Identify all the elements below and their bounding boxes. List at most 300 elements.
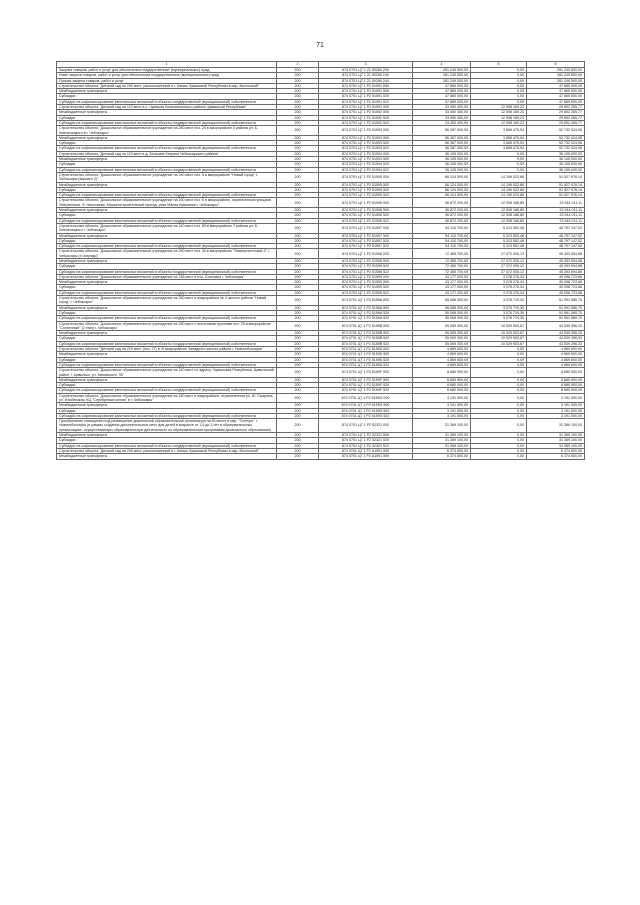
row-code-cell: 200 [277, 94, 319, 99]
row-code-cell: 200 [277, 347, 319, 352]
row-change-amount-cell: 0,00 [471, 352, 527, 357]
row-classification-cell: 874 0701 Ц7 1 P2 5159A 522 [319, 316, 413, 321]
row-approved-amount-cell: 55 068 300,00 [413, 296, 471, 306]
row-name-cell: Субсидии [57, 264, 277, 269]
row-approved-amount-cell: 56 387 500,00 [413, 135, 471, 140]
row-approved-amount-cell: 4 869 600,00 [413, 352, 471, 357]
row-code-cell: 200 [277, 290, 319, 295]
row-classification-cell: 874 0701 Ц7 1 P2 51595 520 [319, 187, 413, 192]
row-classification-cell: 874 0701 Ц7 1 P2 51595 500 [319, 182, 413, 187]
row-classification-cell: 874 0701 Ц7 1 P2 52321 000 [319, 419, 413, 433]
row-classification-cell: 874 0701 Ц7 1 P2 51596 000 [319, 198, 413, 208]
row-change-amount-cell: 0,05 [471, 89, 527, 94]
row-approved-amount-cell: 36 872 200,00 [413, 218, 471, 223]
row-code-cell: 200 [277, 238, 319, 243]
row-total-amount-cell: 36 105 000,00 [527, 167, 585, 172]
row-approved-amount-cell: 36 105 000,00 [413, 162, 471, 167]
row-change-amount-cell: 0,05 [471, 362, 527, 367]
row-code-cell: 200 [277, 438, 319, 443]
row-code-cell: 200 [277, 172, 319, 182]
row-code-cell: 200 [277, 198, 319, 208]
row-name-cell: Субсидии [57, 141, 277, 146]
row-total-amount-cell: 51 991 580,70 [527, 316, 585, 321]
row-classification-cell: 874 0701 Ц7 1 P2 51591 000 [319, 83, 413, 88]
row-total-amount-cell: 44 539 396,33 [527, 336, 585, 341]
row-approved-amount-cell: 56 387 500,00 [413, 146, 471, 151]
column-header: 2 [277, 62, 319, 68]
row-total-amount-cell: 4 869 600,00 [527, 347, 585, 352]
row-classification-cell: 874 0701 Ц7 1 P2 51591 520 [319, 94, 413, 99]
row-classification-cell: 874 0701 Ц7 1 P2 51594 000 [319, 151, 413, 156]
row-name-cell: Межбюджетные трансферты [57, 110, 277, 115]
row-classification-cell: 874 0701 Ц7 1 P2 51595 522 [319, 193, 413, 198]
row-code-cell: 200 [277, 274, 319, 279]
row-approved-amount-cell: 47 865 000,00 [413, 83, 471, 88]
row-change-amount-cell: 0,00 [471, 157, 527, 162]
row-change-amount-cell: 12 928 188,89 [471, 213, 527, 218]
row-name-cell: Закупка товаров, работ и услуг для обеспечения государственных (муниципальных) нужд [57, 68, 277, 73]
row-classification-cell: 874 0701 Ц7 1 P2 5159D 520 [319, 357, 413, 362]
row-approved-amount-cell: 31 369 100,00 [413, 433, 471, 438]
row-total-amount-cell: 48 797 147,52 [527, 244, 585, 249]
row-approved-amount-cell: 33 450 400,00 [413, 105, 471, 110]
row-name-cell: Субсидии [57, 187, 277, 192]
row-classification-cell: 874 0701 Ц7 1 P2 5159B 522 [319, 341, 413, 346]
budget-table [56, 61, 585, 460]
row-change-amount-cell: 12 598 169,23 [471, 105, 527, 110]
row-approved-amount-cell: 36 872 200,00 [413, 213, 471, 218]
row-name-cell: Иные закупки товаров, работ и услуг для обеспечения государственных (муниципальных) нужд [57, 73, 277, 78]
row-code-cell: 200 [277, 280, 319, 285]
row-change-amount-cell: 0,00 [471, 94, 527, 99]
row-change-amount-cell: 12 598 169,23 [471, 120, 527, 125]
row-name-cell: Субсидии на софинансирование капитальных вложений в объекты государственной (муниципальной) собственности [57, 362, 277, 367]
row-total-amount-cell: 52 732 024,06 [527, 141, 585, 146]
row-classification-cell: 874 0701 Ц7 1 P2 51591 522 [319, 99, 413, 104]
row-classification-cell: 874 0701 Ц7 1 P2 5159G 520 [319, 408, 413, 413]
row-code-cell: 200 [277, 167, 319, 172]
row-classification-cell: 874 0701 Ц7 1 P2 51599 500 [319, 280, 413, 285]
row-name-cell: Строительство объекта "Дошкольное образовательное учреждение на 160 мест в микрорайоне, ограниченном ул. Ю. Гагарина, ул. Ильбекская, КЦ "Серебряные ключи" в г. Чебоксары" [57, 393, 277, 403]
row-approved-amount-cell: 33 450 400,00 [413, 115, 471, 120]
table-row [57, 296, 585, 306]
row-total-amount-cell: 31 369 100,00 [527, 443, 585, 448]
row-approved-amount-cell: 66 124 500,00 [413, 172, 471, 182]
row-classification-cell: 874 0701 Ц7 1 P2 5159G 000 [319, 393, 413, 403]
row-name-cell: Межбюджетные трансферты [57, 182, 277, 187]
row-approved-amount-cell: 55 068 300,00 [413, 316, 471, 321]
row-total-amount-cell: 3 191 500,00 [527, 393, 585, 403]
row-name-cell: Субсидии [57, 162, 277, 167]
row-total-amount-cell: 8 680 900,00 [527, 368, 585, 378]
row-classification-cell: 874 0701 Ц7 1 P2 5159B 000 [319, 321, 413, 331]
row-total-amount-cell: 6 374 800,00 [527, 454, 585, 459]
row-name-cell: Субсидии [57, 438, 277, 443]
row-code-cell: 200 [277, 321, 319, 331]
row-code-cell: 200 [277, 218, 319, 223]
row-code-cell: 200 [277, 233, 319, 238]
row-name-cell: Межбюджетные трансферты [57, 352, 277, 357]
row-change-amount-cell: 0,00 [471, 408, 527, 413]
column-header: 4 [413, 62, 471, 68]
row-total-amount-cell: 8 680 900,00 [527, 383, 585, 388]
row-classification-cell: 874 0701 Ц7 1 P2 51597 520 [319, 238, 413, 243]
row-name-cell: Межбюджетные трансферты [57, 454, 277, 459]
row-change-amount-cell: 0,00 [471, 438, 527, 443]
row-classification-cell: 874 0701 Ц7 1 P2 A1591 000 [319, 448, 413, 453]
row-name-cell: Межбюджетные трансферты [57, 135, 277, 140]
row-approved-amount-cell: 55 069 300,00 [413, 336, 471, 341]
row-classification-cell: 874 0701 Ц7 1 P2 5159F 000 [319, 368, 413, 378]
table-row [57, 321, 585, 331]
row-change-amount-cell: 0,00 [471, 393, 527, 403]
row-approved-amount-cell: 31 369 100,00 [413, 438, 471, 443]
row-approved-amount-cell: 43 177 000,00 [413, 285, 471, 290]
row-total-amount-cell: 3 191 500,00 [527, 408, 585, 413]
row-name-cell: Субсидии на софинансирование капитальных вложений в объекты государственной (муниципальной) собственности [57, 193, 277, 198]
table-row [57, 419, 585, 433]
row-classification-cell: 874 0701 Ц7 1 P2 51593 522 [319, 146, 413, 151]
row-classification-cell: 874 0701 Ц7 1 P2 51599 000 [319, 274, 413, 279]
row-change-amount-cell: 27 072 005,12 [471, 249, 527, 259]
row-classification-cell: 874 0701 Ц7 1 P2 52321 520 [319, 438, 413, 443]
row-classification-cell: 874 0701 Ц7 1 P2 51598 000 [319, 249, 413, 259]
row-classification-cell: 874 0701 Ц7 1 P2 51597 522 [319, 244, 413, 249]
row-classification-cell: 874 0701 Ц7 1 P2 51592 000 [319, 105, 413, 110]
row-classification-cell: 874 0701 Ц7 1 P2 51598 522 [319, 269, 413, 274]
row-change-amount-cell: 0,00 [471, 448, 527, 453]
row-name-cell: Субсидии [57, 94, 277, 99]
row-classification-cell: 874 0701 Ц7 1 P2 5159B 500 [319, 331, 413, 336]
row-approved-amount-cell: 6 374 800,00 [413, 448, 471, 453]
row-code-cell: 200 [277, 135, 319, 140]
row-total-amount-cell: 52 732 024,06 [527, 135, 585, 140]
row-total-amount-cell: 31 369 100,00 [527, 433, 585, 438]
row-change-amount-cell: 0,05 [471, 83, 527, 88]
row-change-amount-cell: 5 313 552,48 [471, 223, 527, 233]
row-classification-cell: 874 0701 Ц7 1 P2 5159D 000 [319, 347, 413, 352]
row-approved-amount-cell: 281 249 500,00 [413, 68, 471, 73]
row-approved-amount-cell: 3 191 500,00 [413, 408, 471, 413]
row-name-cell: Межбюджетные трансферты [57, 233, 277, 238]
row-approved-amount-cell: 4 869 600,00 [413, 357, 471, 362]
row-total-amount-cell: 23 944 011,11 [527, 198, 585, 208]
row-code-cell: 200 [277, 99, 319, 104]
row-code-cell: 200 [277, 249, 319, 259]
row-code-cell: 200 [277, 362, 319, 367]
row-change-amount-cell: 0,00 [471, 419, 527, 433]
row-code-cell: 200 [277, 264, 319, 269]
row-name-cell: Субсидии [57, 213, 277, 218]
row-change-amount-cell: 10 529 903,67 [471, 336, 527, 341]
row-change-amount-cell: 10 529 903,67 [471, 331, 527, 336]
row-code-cell: 200 [277, 68, 319, 73]
row-name-cell: Субсидии [57, 285, 277, 290]
row-classification-cell: 874 0701 Ц7 1 P2 5159D 522 [319, 362, 413, 367]
row-name-cell: Субсидии [57, 408, 277, 413]
row-code-cell: 200 [277, 182, 319, 187]
row-code-cell: 200 [277, 157, 319, 162]
row-change-amount-cell: 0,00 [471, 454, 527, 459]
row-total-amount-cell: 51 991 580,70 [527, 310, 585, 315]
row-change-amount-cell: 3 078 276,34 [471, 274, 527, 279]
row-name-cell: Субсидии [57, 238, 277, 243]
row-code-cell: 200 [277, 419, 319, 433]
table-row [57, 172, 585, 182]
row-approved-amount-cell: 8 680 900,00 [413, 377, 471, 382]
row-change-amount-cell: 0,05 [471, 99, 527, 104]
row-name-cell: Приобретение помещения под размещение дошкольной образовательной организации на 63 места в мкр. "Снегирь" г. Новочебоксарск (в рамках создания дополнительных мест для детей в возрасте от 1,5 до 3 лет в образовательных организациях, осуществляющих образовательную деятельность по образовательным программам дошкольного образования) [57, 419, 277, 433]
row-approved-amount-cell: 33 450 400,00 [413, 120, 471, 125]
row-approved-amount-cell: 55 068 300,00 [413, 305, 471, 310]
row-approved-amount-cell: 72 465 700,00 [413, 249, 471, 259]
row-change-amount-cell: 0,00 [471, 347, 527, 352]
row-classification-cell: 874 0701 Ц7 1 P2 5159A 500 [319, 305, 413, 310]
row-approved-amount-cell: 4 869 600,00 [413, 362, 471, 367]
row-name-cell: Субсидии на софинансирование капитальных вложений в объекты государственной (муниципальной) собственности [57, 218, 277, 223]
row-classification-cell: 874 0701 Ц7 1 P2 51592 522 [319, 120, 413, 125]
row-total-amount-cell: 4 869 600,00 [527, 362, 585, 367]
row-classification-cell: 874 0701 Ц7 1 P2 5159B 520 [319, 336, 413, 341]
row-name-cell: Межбюджетные трансферты [57, 377, 277, 382]
row-code-cell: 200 [277, 73, 319, 78]
column-header: 1 [57, 62, 277, 68]
row-code-cell: 200 [277, 110, 319, 115]
row-change-amount-cell: 0,00 [471, 151, 527, 156]
row-total-amount-cell: 40 098 723,66 [527, 285, 585, 290]
row-approved-amount-cell: 56 387 500,00 [413, 126, 471, 136]
row-total-amount-cell: 40 098 723,66 [527, 280, 585, 285]
row-name-cell: Субсидии на софинансирование капитальных вложений в объекты государственной (муниципальной) собственности [57, 120, 277, 125]
row-approved-amount-cell: 8 680 900,00 [413, 388, 471, 393]
row-classification-cell: 874 0701 Ц7 1 P2 51591 500 [319, 89, 413, 94]
row-change-amount-cell: 10 529 903,67 [471, 341, 527, 346]
row-code-cell: 200 [277, 413, 319, 418]
row-change-amount-cell: 3 076 719,30 [471, 296, 527, 306]
row-change-amount-cell: 27 072 005,12 [471, 258, 527, 263]
row-approved-amount-cell: 66 124 500,00 [413, 182, 471, 187]
row-approved-amount-cell: 72 465 700,00 [413, 258, 471, 263]
row-code-cell: 200 [277, 213, 319, 218]
row-change-amount-cell: 12 928 188,89 [471, 198, 527, 208]
row-change-amount-cell: 0,00 [471, 167, 527, 172]
row-code-cell: 200 [277, 115, 319, 120]
row-code-cell: 200 [277, 393, 319, 403]
row-total-amount-cell: 47 865 500,00 [527, 94, 585, 99]
row-total-amount-cell: 48 797 147,52 [527, 223, 585, 233]
row-classification-cell: 874 0701 Ц7 1 P2 5159F 522 [319, 388, 413, 393]
row-approved-amount-cell: 66 124 500,00 [413, 193, 471, 198]
row-change-amount-cell: 27 072 005,12 [471, 264, 527, 269]
row-total-amount-cell: 281 249 500,00 [527, 73, 585, 78]
row-name-cell: Межбюджетные трансферты [57, 157, 277, 162]
row-change-amount-cell: 0,00 [471, 73, 527, 78]
row-code-cell: 200 [277, 408, 319, 413]
row-code-cell: 200 [277, 310, 319, 315]
table-row [57, 368, 585, 378]
row-approved-amount-cell: 54 110 700,00 [413, 223, 471, 233]
row-code-cell: 200 [277, 208, 319, 213]
row-total-amount-cell: 40 098 723,66 [527, 274, 585, 279]
row-name-cell: Строительство объекта "Детский сад на 240 мест, расположенный в г. Канаш Чувашской Республики в мкр. Восточный" [57, 448, 277, 453]
row-change-amount-cell: 12 928 188,89 [471, 208, 527, 213]
row-total-amount-cell: 36 105 000,00 [527, 162, 585, 167]
row-total-amount-cell: 29 852 265,77 [527, 115, 585, 120]
row-name-cell: Строительство объекта "Детский сад на 110 мест в с. Чувашия Комсомольского района Чувашской Республики" [57, 105, 277, 110]
column-header: 3 [319, 62, 413, 68]
row-approved-amount-cell: 54 110 700,00 [413, 233, 471, 238]
row-classification-cell: 874 0701 Ц7 1 P2 5159D 500 [319, 352, 413, 357]
table-row [57, 223, 585, 233]
row-approved-amount-cell: 72 465 700,00 [413, 264, 471, 269]
table-row [57, 126, 585, 136]
row-classification-cell: 874 0701 Ц7 1 P2 51597 000 [319, 223, 413, 233]
row-approved-amount-cell: 47 865 000,00 [413, 99, 471, 104]
row-total-amount-cell: 51 927 976,14 [527, 182, 585, 187]
row-total-amount-cell: 45 393 694,88 [527, 258, 585, 263]
row-change-amount-cell: 3 078 276,34 [471, 280, 527, 285]
row-classification-cell: 874 0701 Ц7 1 P2 51596 520 [319, 213, 413, 218]
table-row [57, 393, 585, 403]
row-total-amount-cell: 44 539 396,33 [527, 331, 585, 336]
column-header: 5 [471, 62, 527, 68]
row-classification-cell: 874 0701 Ц7 1 P2 51598 520 [319, 264, 413, 269]
row-total-amount-cell: 23 944 011,11 [527, 213, 585, 218]
row-name-cell: Межбюджетные трансферты [57, 403, 277, 408]
row-approved-amount-cell: 56 387 500,00 [413, 141, 471, 146]
row-classification-cell: 874 0701 Ц7 1 P2 51594 500 [319, 157, 413, 162]
row-classification-cell: 874 0701 Ц7 1 P2 5159A 520 [319, 310, 413, 315]
row-change-amount-cell: 0,00 [471, 78, 527, 83]
row-approved-amount-cell: 31 369 100,00 [413, 419, 471, 433]
row-total-amount-cell: 51 927 976,14 [527, 172, 585, 182]
row-code-cell: 200 [277, 433, 319, 438]
row-approved-amount-cell: 31 369 100,00 [413, 443, 471, 448]
row-name-cell: Субсидии на софинансирование капитальных вложений в объекты государственной (муниципальной) собственности [57, 269, 277, 274]
row-classification-cell: 874 0701 Ц7 1 P2 51599 520 [319, 285, 413, 290]
row-classification-cell: 874 0701 Ц7 1 P2 51598 500 [319, 258, 413, 263]
row-approved-amount-cell: 54 110 700,00 [413, 238, 471, 243]
row-change-amount-cell: 0,00 [471, 377, 527, 382]
row-classification-cell: 874 0701 Ц7 1 P2 51592 520 [319, 115, 413, 120]
row-total-amount-cell: 4 869 600,00 [527, 352, 585, 357]
row-change-amount-cell: 14 196 523,86 [471, 193, 527, 198]
row-approved-amount-cell: 66 124 500,00 [413, 187, 471, 192]
row-total-amount-cell: 281 249 500,00 [527, 68, 585, 73]
row-classification-cell: 874 0701 Ц7 1 21 50280 240 [319, 73, 413, 78]
row-name-cell: Межбюджетные трансферты [57, 305, 277, 310]
row-code-cell: 200 [277, 105, 319, 110]
row-classification-cell: 874 0701 Ц7 1 P2 52321 522 [319, 443, 413, 448]
row-change-amount-cell: 12 598 169,23 [471, 115, 527, 120]
row-code-cell: 200 [277, 151, 319, 156]
row-total-amount-cell: 51 991 580,70 [527, 296, 585, 306]
row-code-cell: 200 [277, 258, 319, 263]
row-total-amount-cell: 51 991 580,70 [527, 305, 585, 310]
row-classification-cell: 874 0701 Ц7 1 P2 51599 522 [319, 290, 413, 295]
row-code-cell: 200 [277, 146, 319, 151]
row-code-cell: 200 [277, 126, 319, 136]
row-approved-amount-cell: 43 177 000,00 [413, 280, 471, 285]
row-total-amount-cell: 47 865 500,00 [527, 89, 585, 94]
row-approved-amount-cell: 47 865 000,00 [413, 94, 471, 99]
row-change-amount-cell: 10 529 903,67 [471, 321, 527, 331]
row-name-cell: Строительство объекта "Дошкольное образовательное учреждение на 156 мест в пос. Сосновка г. Чебоксары" [57, 274, 277, 279]
row-total-amount-cell: 31 369 100,00 [527, 438, 585, 443]
row-name-cell: Субсидии [57, 336, 277, 341]
row-name-cell: Субсидии на софинансирование капитальных вложений в объекты государственной (муниципальной) собственности [57, 244, 277, 249]
row-classification-cell: 874 0701 Ц7 1 21 50280 200 [319, 68, 413, 73]
row-name-cell: Субсидии [57, 357, 277, 362]
row-change-amount-cell: 3 076 719,30 [471, 310, 527, 315]
row-classification-cell: 874 0701 Ц7 1 P2 52321 500 [319, 433, 413, 438]
row-total-amount-cell: 48 797 147,52 [527, 233, 585, 238]
row-total-amount-cell: 40 098 723,66 [527, 290, 585, 295]
row-code-cell: 200 [277, 296, 319, 306]
row-change-amount-cell: 5 313 552,48 [471, 238, 527, 243]
row-classification-cell: 874 0701 Ц7 1 P2 51593 000 [319, 126, 413, 136]
page-number: 71 [316, 42, 324, 49]
row-code-cell: 200 [277, 403, 319, 408]
row-total-amount-cell: 51 927 976,14 [527, 193, 585, 198]
row-change-amount-cell: 3 665 475,94 [471, 141, 527, 146]
row-name-cell: Строительство объекта "Дошкольное образовательное учреждение на 240 мест поз. 25 в микрорайоне 5 района ул. Б. Хмельницкого в г. Чебоксары" [57, 126, 277, 136]
row-approved-amount-cell: 36 872 200,00 [413, 198, 471, 208]
row-classification-cell: 874 0701 Ц7 1 P2 5159G 500 [319, 403, 413, 408]
row-code-cell: 200 [277, 187, 319, 192]
row-approved-amount-cell: 55 069 300,00 [413, 331, 471, 336]
row-total-amount-cell: 52 732 024,06 [527, 126, 585, 136]
row-name-cell: Субсидии [57, 115, 277, 120]
row-total-amount-cell: 47 865 500,00 [527, 99, 585, 104]
row-total-amount-cell: 36 105 000,00 [527, 157, 585, 162]
row-total-amount-cell: 4 869 600,00 [527, 357, 585, 362]
row-approved-amount-cell: 8 680 900,00 [413, 383, 471, 388]
row-name-cell: Субсидии на софинансирование капитальных вложений в объекты государственной (муниципальной) собственности [57, 341, 277, 346]
row-name-cell: Межбюджетные трансферты [57, 280, 277, 285]
row-change-amount-cell: 0,00 [471, 388, 527, 393]
row-code-cell: 200 [277, 388, 319, 393]
row-classification-cell: 874 0701 Ц7 1 P2 51593 500 [319, 135, 413, 140]
row-change-amount-cell: 12 928 188,89 [471, 218, 527, 223]
row-code-cell: 200 [277, 448, 319, 453]
row-code-cell: 200 [277, 368, 319, 378]
row-name-cell: Субсидии на софинансирование капитальных вложений в объекты государственной (муниципальной) собственности [57, 443, 277, 448]
row-classification-cell: 874 0701 Ц7 1 P2 5159F 500 [319, 377, 413, 382]
row-change-amount-cell: 3 665 475,94 [471, 126, 527, 136]
row-total-amount-cell: 31 369 100,00 [527, 419, 585, 433]
row-name-cell: Строительство объекта "Детский сад на 110 мест в д. Большие Катраси Чебоксарского района" [57, 151, 277, 156]
row-code-cell: 200 [277, 357, 319, 362]
row-name-cell: Строительство объекта "Детский сад на 240 мест, расположенный в г. Канаш Чувашской Республики в мкр. Восточный" [57, 83, 277, 88]
row-change-amount-cell: 3 076 719,30 [471, 305, 527, 310]
row-change-amount-cell: 0,00 [471, 357, 527, 362]
row-approved-amount-cell: 43 177 000,00 [413, 274, 471, 279]
row-code-cell: 200 [277, 120, 319, 125]
row-name-cell: Строительство объекта "Дошкольное образовательное учреждение на 160 мест поз. 6 в микрорайоне, ограниченном улицами Энергетиков, Ф. Николаева, Машиностроительный проезд, река Малая Кувшинка г. Чебоксары" [57, 198, 277, 208]
row-change-amount-cell: 14 196 523,86 [471, 172, 527, 182]
row-total-amount-cell: 44 539 396,33 [527, 341, 585, 346]
row-total-amount-cell: 3 191 500,00 [527, 403, 585, 408]
row-total-amount-cell: 36 105 000,00 [527, 151, 585, 156]
row-name-cell: Прочая закупка товаров, работ и услуг [57, 78, 277, 83]
row-name-cell: Межбюджетные трансферты [57, 258, 277, 263]
row-name-cell: Субсидии на софинансирование капитальных вложений в объекты государственной (муниципальной) собственности [57, 167, 277, 172]
row-change-amount-cell: 0,00 [471, 443, 527, 448]
row-approved-amount-cell: 33 450 400,00 [413, 110, 471, 115]
row-name-cell: Строительство объекта "Дошкольное образовательное учреждение на 240 мест поз. 5 в микрорайоне "Новый город" г. Чебоксары (вариант 2)" [57, 172, 277, 182]
row-code-cell: 200 [277, 443, 319, 448]
